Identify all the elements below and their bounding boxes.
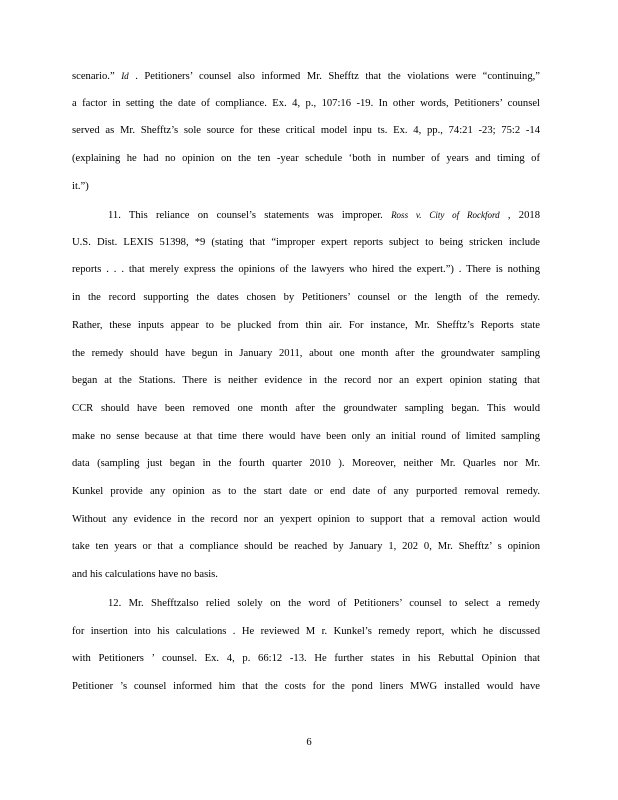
- text-run: U.S. Dist. LEXIS 51398, *9 (stating that “improper expert reports subject to being stricken include: [72, 236, 540, 248]
- text-run: (explaining he had no opinion on the ten -year schedule ‘both in number of years and timing of: [72, 153, 540, 165]
- text-line: [72, 402, 540, 416]
- text-line: [108, 208, 540, 223]
- text-run: in the record supporting the dates chosen by Petitioners’ counsel or the length of the remedy.: [72, 292, 540, 304]
- page-number: 6: [306, 737, 312, 748]
- text-run: 12. Mr. Shefftzalso relied solely on the word of Petitioners’ counsel to select a remedy: [108, 598, 540, 609]
- text-line: [72, 347, 540, 361]
- text-run: , 2018: [499, 210, 540, 221]
- text-run: data (sampling just began in the fourth quarter 2010 ). Moreover, neither Mr. Quarles nor Mr.: [72, 458, 540, 470]
- text-run: reports . . . that merely express the opinions of the lawyers who hired the expert.”) . There is nothing: [72, 264, 540, 276]
- text-line: [72, 457, 540, 471]
- text-run: make no sense because at that time there would have been only an initial round of limited sampling: [72, 430, 540, 442]
- text-run: 11. This reliance on counsel’s statements was improper.: [108, 210, 392, 221]
- text-line: [72, 124, 540, 138]
- italic-citation: Id: [121, 71, 129, 81]
- italic-citation: Ross v. City of Rockford: [391, 210, 500, 220]
- text-line: [72, 430, 540, 444]
- text-line: [72, 652, 540, 666]
- text-line: [72, 236, 540, 250]
- text-line: [72, 69, 540, 84]
- text-line: [72, 513, 540, 527]
- text-run: CCR should have been removed one month after the groundwater sampling began. This would: [72, 402, 540, 414]
- text-run: Without any evidence in the record nor an yexpert opinion to support that a removal action would: [72, 513, 540, 525]
- text-line: [72, 291, 540, 305]
- text-run: . Petitioners’ counsel also informed Mr. Shefftz that the violations were “continuing,”: [128, 71, 541, 82]
- text-run: served as Mr. Shefftz’s sole source for these critical model inpu ts. Ex. 4, pp., 74:21 -23; 75:2 -14: [72, 125, 540, 137]
- text-line: [72, 319, 540, 333]
- text-line: [72, 540, 540, 554]
- text-line: [72, 152, 540, 166]
- text-run: Rather, these inputs appear to be plucked from thin air. For instance, Mr. Shefftz’s Reports state: [72, 319, 540, 331]
- text-run: the remedy should have begun in January 2011, about one month after the groundwater sampling: [72, 347, 540, 359]
- text-run: it.”): [72, 180, 89, 192]
- text-run: scenario.”: [72, 71, 122, 82]
- text-run: with Petitioners ’ counsel. Ex. 4, p. 66:12 -13. He further states in his Rebuttal Opinion that: [72, 653, 540, 665]
- text-run: Petitioner ’s counsel informed him that the costs for the pond liners MWG installed would have: [72, 681, 540, 693]
- text-line: [72, 97, 540, 111]
- text-line: [72, 568, 540, 582]
- text-run: take ten years or that a compliance should be reached by January 1, 202 0, Mr. Shefftz’ s opinion: [72, 541, 540, 553]
- text-line: [72, 263, 540, 277]
- text-run: Kunkel provide any opinion as to the start date or end date of any purported removal remedy.: [72, 486, 540, 497]
- text-run: and his calculations have no basis.: [72, 569, 218, 581]
- text-line: [72, 374, 540, 388]
- text-line: [108, 597, 540, 611]
- text-line: [72, 680, 540, 694]
- text-line: [72, 180, 540, 194]
- text-run: began at the Stations. There is neither evidence in the record nor an expert opinion stating that: [72, 375, 540, 387]
- text-run: a factor in setting the date of compliance. Ex. 4, p., 107:16 -19. In other words, Petitioners’ counsel: [72, 97, 540, 109]
- text-run: for insertion into his calculations . He reviewed M r. Kunkel’s remedy report, which he discussed: [72, 625, 540, 637]
- text-line: [72, 485, 540, 499]
- text-line: [72, 625, 540, 639]
